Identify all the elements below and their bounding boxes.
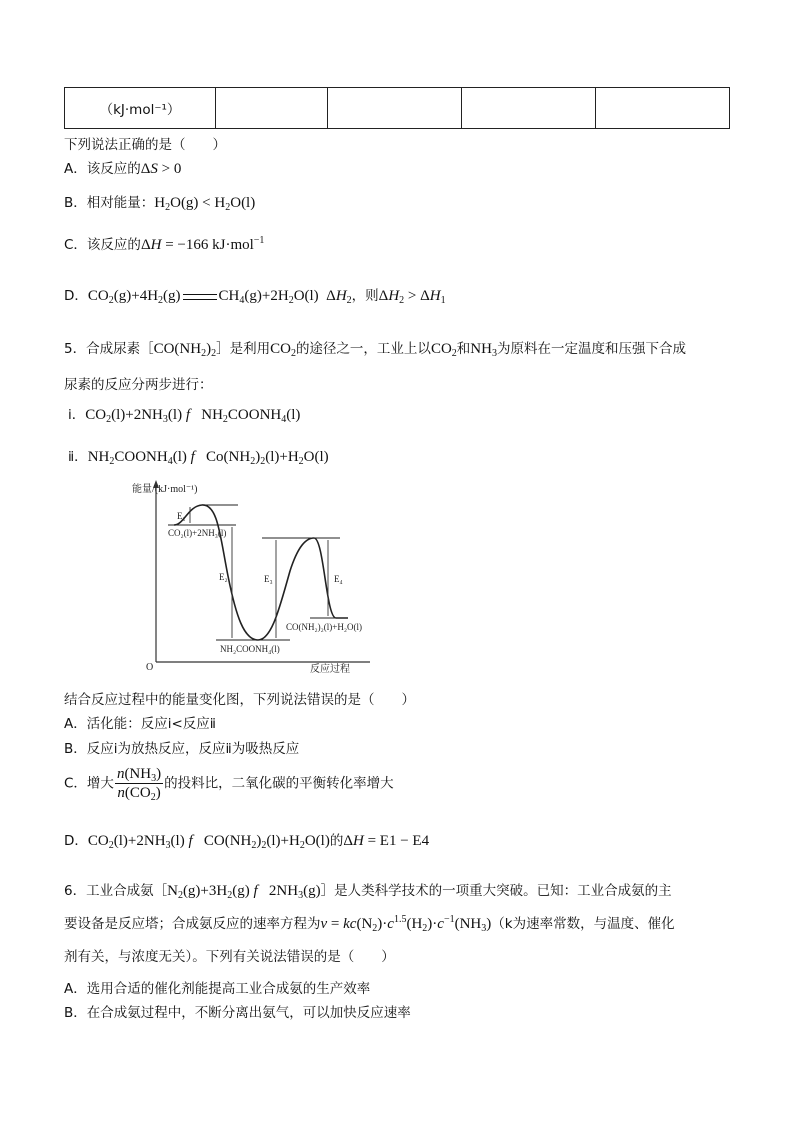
table-cell <box>596 88 730 129</box>
q5-step-i: ⅰ．$CO_2(l)+2NH_3(l)$ f $NH_2COONH_4(l)$ <box>68 407 301 425</box>
table-row <box>65 88 730 129</box>
energy-diagram <box>132 476 376 676</box>
intermediate-label: NH₂COONH₄(l) <box>220 644 280 654</box>
e2-label: E₂ <box>219 572 228 582</box>
y-axis-label: 能量/(kJ·mol⁻¹) <box>132 484 198 495</box>
q5-option-a: A．活化能：反应ⅰ<反应ⅱ <box>64 716 216 732</box>
q6-option-a: A．选用合适的催化剂能提高工业合成氨的生产效率 <box>64 981 371 997</box>
x-axis-label: 反应过程 <box>310 664 350 675</box>
q5-option-c: C．增大 $\frac{n(NH_3)}{n(CO_2)}$ 的投料比，二氧化碳的平衡转化率增大 <box>64 766 394 803</box>
products-label: CO(NH₂)₂(l)+H₂O(l) <box>286 622 362 632</box>
q6-option-b: B．在合成氨过程中，不断分离出氨气，可以加快反应速率 <box>64 1005 411 1021</box>
table-cell-unit: （kJ·mol⁻¹） <box>65 88 216 129</box>
origin-label: O <box>146 662 154 673</box>
q5-stem-line2: 尿素的反应分两步进行： <box>64 377 213 393</box>
q6-line1: 6．工业合成氨$[N_2(g)+3H_2(g)$ f $2NH_3(g)]$是人类科学技术的一项重大突破。已知：工业合成氨的主 <box>64 883 672 901</box>
e4-label: E₄ <box>334 574 343 584</box>
q4-stem: 下列说法正确的是（ ） <box>64 137 226 153</box>
table-cell <box>216 88 328 129</box>
table-cell <box>328 88 462 129</box>
e3-label: E₃ <box>264 574 273 584</box>
q6-line3: 剂有关，与浓度无关）。下列有关说法错误的是（ ） <box>64 949 395 965</box>
q4-option-b: B．相对能量：$H_2O(g) < H_2O(l)$ <box>64 195 256 213</box>
q6-stem <box>64 875 732 974</box>
reactants-label: CO₂(l)+2NH₃(l) <box>168 528 227 538</box>
q5-option-b: B．反应ⅰ为放热反应，反应ⅱ为吸热反应 <box>64 741 300 757</box>
q5-stem-line1: 5．合成尿素$[CO(NH_2)_2]$是利用$CO_2$的途径之一，工业上以$CO_2$和$NH_3$为原料在一定温度和压强下合成 <box>64 341 686 359</box>
q6-line2: 要设备是反应塔；合成氨反应的速率方程为$v = kc(N_2)\cdot c^{1.5}(H_2)\cdot c^{-1}(NH_3)(k$为速率常数，与温度、催化 <box>64 914 675 934</box>
q4-option-c: C．该反应的ΔH = −166 kJ·mol$^{-1}$ <box>64 235 265 253</box>
e1-label: E₁ <box>177 511 186 521</box>
feed-ratio-fraction: $\frac{n(NH_3)}{n(CO_2)}$ <box>116 766 162 803</box>
q5-question: 结合反应过程中的能量变化图，下列说法错误的是（ ） <box>64 692 415 708</box>
data-table <box>64 87 730 129</box>
q4-option-d: D．$CO_2(g)+4H_2(g)$ $CH_4(g)+2H_2O(l)$ $\Delta H_2$，则$\Delta H_2 > \Delta H_1$ <box>64 288 446 306</box>
q5-option-d: D．$CO_2(l)+2NH_3(l)$ f $CO(NH_2)_2(l)+H_2O(l)$的ΔH = E1 − E4 <box>64 833 430 851</box>
table-cell <box>462 88 596 129</box>
q4-option-a: A．该反应的ΔS > 0 <box>64 161 182 177</box>
q5-step-ii: ⅱ．$NH_2COONH_4(l)$ f $Co(NH_2)_2(l)+H_2O(l)$ <box>68 449 329 467</box>
